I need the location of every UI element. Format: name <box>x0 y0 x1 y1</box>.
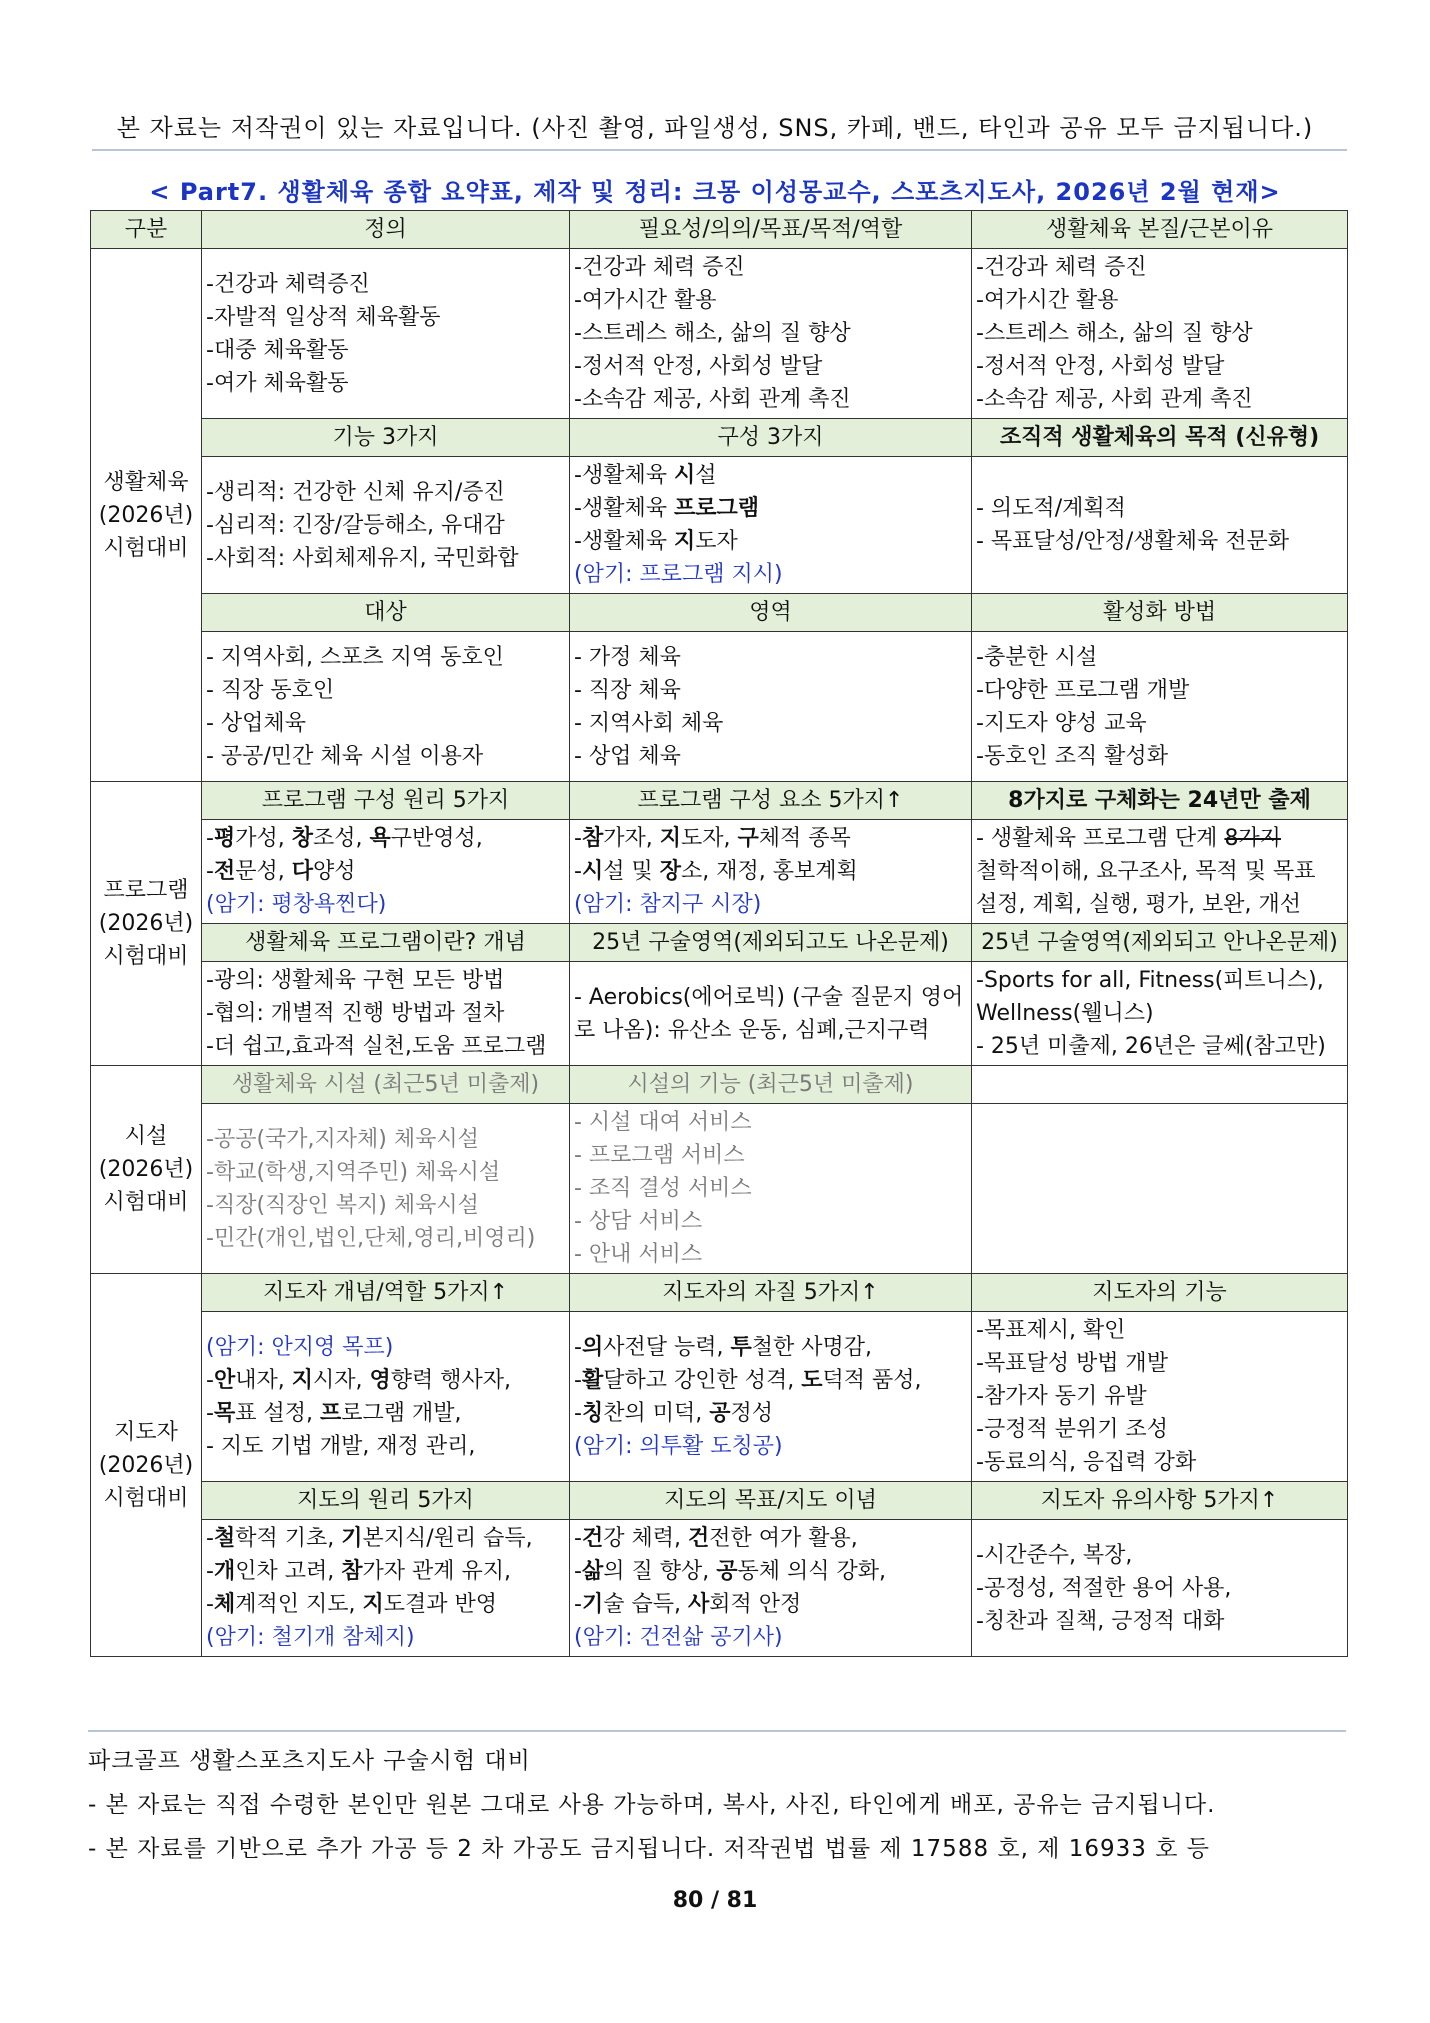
subheader-cell: 영역 <box>570 594 972 632</box>
function-cell <box>202 457 570 594</box>
composition-cell <box>570 457 972 594</box>
rich-line: -의사전달 능력, 투철한 사명감, <box>574 1334 872 1360</box>
subheader-row <box>91 419 1348 457</box>
list-item: -칭찬과 질책, 긍정적 대화 <box>976 1608 1225 1634</box>
list-item: - 목표달성/안정/생활체육 전문화 <box>976 529 1290 554</box>
list-item: -긍정적 분위기 조성 <box>976 1417 1168 1442</box>
mnemonic-text: (암기: 철기개 참체지) <box>206 1625 415 1650</box>
list-item: -시간준수, 복장, <box>976 1542 1133 1568</box>
list-item: -여가시간 활용 <box>574 288 717 313</box>
category-year: (2026년) <box>98 911 194 936</box>
mnemonic-text: (암기: 안지영 목프) <box>206 1334 394 1360</box>
copyright-notice: 본 자료는 저작권이 있는 자료입니다. (사진 촬영, 파일생성, SNS, 카페, 밴드, 타인과 공유 모두 금지됩니다.) <box>116 114 1314 142</box>
need-cell <box>570 249 972 419</box>
category-label: 시설 <box>124 1124 168 1149</box>
list-item: -공공(국가,지자체) 체육시설 <box>206 1126 479 1152</box>
bottom-divider <box>88 1730 1346 1732</box>
purpose-cell <box>972 457 1348 594</box>
eight-steps-line: 설정, 계획, 실행, 평가, 보완, 개선 <box>976 892 1301 917</box>
list-item: -심리적: 긴장/갈등해소, 유대감 <box>206 512 505 538</box>
list-item: -여가시간 활용 <box>976 288 1119 313</box>
essence-cell <box>972 249 1348 419</box>
table-row <box>91 249 1348 419</box>
rich-line: -활달하고 강인한 성격, 도덕적 품성, <box>574 1367 922 1393</box>
list-item: - Aerobics(에어로빅) (구술 질문지 영어 <box>574 984 964 1010</box>
category-cell-leader <box>91 1274 202 1657</box>
rich-line: -목표 설정, 프로그램 개발, <box>206 1400 462 1426</box>
list-item: -Sports for all, Fitness(피트니스), <box>976 968 1324 993</box>
list-item: -협의: 개별적 진행 방법과 절차 <box>206 1001 505 1026</box>
table-row <box>91 1104 1348 1274</box>
table-row <box>91 962 1348 1066</box>
facility-function-cell <box>570 1104 972 1274</box>
list-item: -목표제시, 확인 <box>976 1318 1126 1343</box>
list-item: - 지역사회, 스포츠 지역 동호인 <box>206 644 504 670</box>
rich-line: -평가성, 창조성, 욕구반영성, <box>206 826 483 851</box>
guidance-goal-cell <box>570 1520 972 1657</box>
list-item: - 상업 체육 <box>574 743 681 769</box>
list-item: - 의도적/계획적 <box>976 496 1126 521</box>
facility-type-cell <box>202 1104 570 1274</box>
list-item: -스트레스 해소, 삶의 질 향상 <box>976 321 1253 346</box>
page-title: < Part7. 생활체육 종합 요약표, 제작 및 정리: 크몽 이성몽교수, 스포츠지도사, 2026년 2월 현재> <box>149 178 1281 206</box>
caution-cell <box>972 1520 1348 1657</box>
list-item: - 가정 체육 <box>574 644 681 670</box>
program-principle-cell <box>202 820 570 924</box>
list-item: - 직장 동호인 <box>206 677 335 703</box>
list-item: -건강과 체력 증진 <box>976 255 1147 280</box>
list-item: -사회적: 사회체제유지, 국민화합 <box>206 545 519 571</box>
subheader-cell: 25년 구술영역(제외되고도 나온문제) <box>570 924 972 962</box>
list-item: - 프로그램 서비스 <box>574 1143 745 1168</box>
list-item: -충분한 시설 <box>976 644 1098 670</box>
table-row <box>91 457 1348 594</box>
list-item: - 안내 서비스 <box>574 1242 703 1267</box>
subheader-cell: 프로그램 구성 요소 5가지↑ <box>570 782 972 820</box>
rich-line: -체계적인 지도, 지도결과 반영 <box>206 1592 497 1617</box>
list-item: -정서적 안정, 사회성 발달 <box>574 354 823 379</box>
concept-cell <box>202 962 570 1066</box>
subheader-cell: 지도의 원리 5가지 <box>202 1482 570 1520</box>
list-item: Wellness(웰니스) <box>976 1001 1154 1026</box>
list-item: 로 나옴): 유산소 운동, 심폐,근지구력 <box>574 1017 930 1043</box>
footer-title: 파크골프 생활스포츠지도사 구술시험 대비 <box>88 1748 531 1774</box>
summary-table <box>90 210 1348 1657</box>
list-item: -더 쉽고,효과적 실천,도움 프로그램 <box>206 1034 547 1059</box>
list-item: -자발적 일상적 체육활동 <box>206 304 441 330</box>
subheader-cell: 기능 3가지 <box>202 419 570 457</box>
rich-line: -개인차 고려, 참가자 관계 유지, <box>206 1559 511 1584</box>
oral-not-asked-cell <box>972 962 1348 1066</box>
program-element-cell <box>570 820 972 924</box>
category-note: 시험대비 <box>103 944 189 969</box>
list-item: -소속감 제공, 사회 관계 촉진 <box>574 387 851 412</box>
list-item: -소속감 제공, 사회 관계 촉진 <box>976 387 1253 412</box>
list-item: -참가자 동기 유발 <box>976 1384 1147 1409</box>
header-cell: 구분 <box>91 211 202 249</box>
subheader-row <box>91 1066 1348 1104</box>
list-item: - 상담 서비스 <box>574 1209 703 1234</box>
category-cell-facility <box>91 1066 202 1274</box>
list-item: -동료의식, 응집력 강화 <box>976 1450 1197 1475</box>
rich-line: - 지도 기법 개발, 재정 관리, <box>206 1433 476 1459</box>
list-item: -정서적 안정, 사회성 발달 <box>976 354 1225 379</box>
leader-function-cell <box>972 1312 1348 1482</box>
rich-line: -건강 체력, 건전한 여가 활용, <box>574 1526 858 1551</box>
subheader-cell: 시설의 기능 (최근5년 미출제) <box>570 1066 972 1104</box>
composition-item: -생활체육 프로그램 <box>574 496 759 521</box>
rich-line: -시설 및 장소, 재정, 홍보계획 <box>574 859 858 884</box>
category-cell-program <box>91 782 202 1066</box>
subheader-cell: 지도자 개념/역할 5가지↑ <box>202 1274 570 1312</box>
subheader-cell: 지도의 목표/지도 이념 <box>570 1482 972 1520</box>
oral-asked-cell <box>570 962 972 1066</box>
list-item: -동호인 조직 활성화 <box>976 743 1168 769</box>
footer-legal: - 본 자료를 기반으로 추가 가공 등 2 차 가공도 금지됩니다. 저작권법 법률 제 17588 호, 제 16933 호 등 <box>88 1836 1210 1862</box>
list-item: -다양한 프로그램 개발 <box>976 677 1190 703</box>
list-item: - 공공/민간 체육 시설 이용자 <box>206 743 484 769</box>
subheader-cell: 구성 3가지 <box>570 419 972 457</box>
list-item: -광의: 생활체육 구현 모든 방법 <box>206 968 505 993</box>
subheader-cell: 활성화 방법 <box>972 594 1348 632</box>
top-divider <box>92 149 1347 151</box>
category-note: 시험대비 <box>103 1190 189 1215</box>
subheader-cell: 생활체육 시설 (최근5년 미출제) <box>202 1066 570 1104</box>
list-item: - 직장 체육 <box>574 677 681 703</box>
category-note: 시험대비 <box>103 1485 189 1511</box>
definition-cell <box>202 249 570 419</box>
rich-line: -참가자, 지도자, 구체적 종목 <box>574 826 851 851</box>
rich-line: -삶의 질 향상, 공동체 의식 강화, <box>574 1559 886 1584</box>
list-item: -목표달성 방법 개발 <box>976 1351 1168 1376</box>
subheader-row <box>91 1482 1348 1520</box>
subheader-cell: 25년 구술영역(제외되고 안나온문제) <box>972 924 1348 962</box>
table-row <box>91 1312 1348 1482</box>
list-item: -지도자 양성 교육 <box>976 710 1147 736</box>
rich-line: -전문성, 다양성 <box>206 859 356 884</box>
mnemonic-text: (암기: 프로그램 지시) <box>574 562 783 587</box>
subheader-row <box>91 782 1348 820</box>
header-cell: 정의 <box>202 211 570 249</box>
list-item: - 상업체육 <box>206 710 306 736</box>
list-item: -건강과 체력 증진 <box>574 255 745 280</box>
list-item: -학교(학생,지역주민) 체육시설 <box>206 1159 501 1185</box>
list-item: -대중 체육활동 <box>206 337 349 363</box>
eight-steps-intro: - 생활체육 프로그램 단계 8가지 <box>976 826 1281 851</box>
list-item: -민간(개인,법인,단체,영리,비영리) <box>206 1225 536 1251</box>
eight-steps-cell <box>972 820 1348 924</box>
mnemonic-text: (암기: 평창욕찐다) <box>206 892 387 917</box>
rich-line: -철학적 기초, 기본지식/원리 습득, <box>206 1526 533 1551</box>
mnemonic-text: (암기: 건전삶 공기사) <box>574 1625 783 1650</box>
activation-cell <box>972 632 1348 782</box>
rich-line: -기술 습득, 사회적 안정 <box>574 1592 802 1617</box>
subheader-cell: 조직적 생활체육의 목적 (신유형) <box>972 419 1348 457</box>
table-header-row <box>91 211 1348 249</box>
footer-notice: - 본 자료는 직접 수령한 본인만 원본 그대로 사용 가능하며, 복사, 사진, 타인에게 배포, 공유는 금지됩니다. <box>88 1792 1216 1818</box>
subheader-cell: 지도자의 자질 5가지↑ <box>570 1274 972 1312</box>
page-number: 80 / 81 <box>672 1888 758 1913</box>
rich-line: -칭찬의 미덕, 공정성 <box>574 1400 773 1426</box>
list-item: -직장(직장인 복지) 체육시설 <box>206 1192 479 1218</box>
area-cell <box>570 632 972 782</box>
subheader-cell: 지도자 유의사항 5가지↑ <box>972 1482 1348 1520</box>
list-item: -생리적: 건강한 신체 유지/증진 <box>206 479 505 505</box>
category-year: (2026년) <box>98 1452 194 1478</box>
leader-quality-cell <box>570 1312 972 1482</box>
mnemonic-text: (암기: 참지구 시장) <box>574 892 762 917</box>
header-cell: 필요성/의의/목표/목적/역할 <box>570 211 972 249</box>
eight-steps-line: 철학적이해, 요구조사, 목적 및 목표 <box>976 859 1316 884</box>
composition-item: -생활체육 지도자 <box>574 529 738 554</box>
category-note: 시험대비 <box>103 535 189 561</box>
category-label: 프로그램 <box>103 878 189 903</box>
subheader-cell: 프로그램 구성 원리 5가지 <box>202 782 570 820</box>
category-year: (2026년) <box>98 502 194 528</box>
list-item: -스트레스 해소, 삶의 질 향상 <box>574 321 851 346</box>
list-item: -공정성, 적절한 용어 사용, <box>976 1575 1232 1601</box>
category-label: 생활체육 <box>103 469 189 495</box>
subheader-row <box>91 1274 1348 1312</box>
leader-role-cell <box>202 1312 570 1482</box>
category-year: (2026년) <box>98 1157 194 1182</box>
table-row <box>91 820 1348 924</box>
subheader-cell: 대상 <box>202 594 570 632</box>
table-row <box>91 632 1348 782</box>
header-cell: 생활체육 본질/근본이유 <box>972 211 1348 249</box>
rich-line: -안내자, 지시자, 영향력 행사자, <box>206 1367 511 1393</box>
table-row <box>91 1520 1348 1657</box>
subheader-cell: 생활체육 프로그램이란? 개념 <box>202 924 570 962</box>
list-item: -여가 체육활동 <box>206 370 349 396</box>
empty-cell <box>972 1066 1348 1104</box>
subheader-row <box>91 594 1348 632</box>
subheader-cell: 8가지로 구체화는 24년만 출제 <box>972 782 1348 820</box>
subheader-cell: 지도자의 기능 <box>972 1274 1348 1312</box>
list-item: - 25년 미출제, 26년은 글쎄(참고만) <box>976 1034 1326 1059</box>
target-cell <box>202 632 570 782</box>
list-item: - 시설 대여 서비스 <box>574 1110 752 1135</box>
list-item: - 지역사회 체육 <box>574 710 724 736</box>
category-cell-sport <box>91 249 202 782</box>
composition-item: -생활체육 시설 <box>574 463 717 488</box>
category-label: 지도자 <box>114 1419 178 1445</box>
list-item: - 조직 결성 서비스 <box>574 1176 752 1201</box>
subheader-row <box>91 924 1348 962</box>
list-item: -건강과 체력증진 <box>206 271 370 297</box>
guidance-principle-cell <box>202 1520 570 1657</box>
mnemonic-text: (암기: 의투활 도칭공) <box>574 1433 783 1459</box>
empty-cell <box>972 1104 1348 1274</box>
